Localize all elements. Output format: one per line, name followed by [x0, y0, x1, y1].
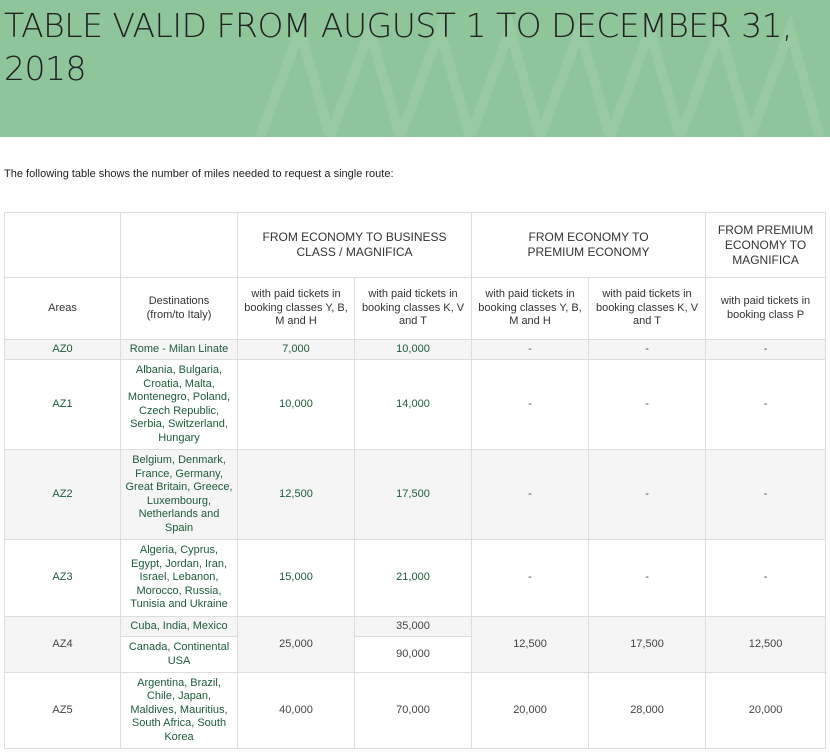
- destination-cell: Rome - Milan Linate: [121, 340, 238, 360]
- intro-text: The following table shows the number of miles needed to request a single route:: [4, 168, 394, 180]
- miles-cell: 90,000: [355, 637, 472, 673]
- page-header-banner: [0, 0, 830, 137]
- area-cell: AZ4: [5, 617, 121, 673]
- destination-cell: Canada, Continental USA: [121, 637, 238, 673]
- destination-cell: Cuba, India, Mexico: [121, 617, 238, 637]
- header-row-sub: [5, 278, 826, 340]
- sub-header: with paid tickets in booking classes Y, B, M and H: [238, 278, 355, 340]
- miles-cell: 20,000: [706, 673, 826, 749]
- sub-header: with paid tickets in booking classes K, V and T: [355, 278, 472, 340]
- sub-header: with paid tickets in booking class P: [706, 278, 826, 340]
- sub-header: with paid tickets in booking classes K, V and T: [589, 278, 706, 340]
- miles-cell: 35,000: [355, 617, 472, 637]
- destination-cell: Argentina, Brazil, Chile, Japan, Maldives, Mauritius, South Africa, South Korea: [121, 673, 238, 749]
- table-row: [5, 540, 826, 617]
- sub-header: with paid tickets in booking classes Y, B, M and H: [472, 278, 589, 340]
- miles-cell: -: [589, 340, 706, 360]
- area-cell: AZ0: [5, 340, 121, 360]
- area-cell: AZ2: [5, 450, 121, 540]
- miles-cell: 20,000: [472, 673, 589, 749]
- miles-cell: 12,500: [238, 450, 355, 540]
- areas-header: Areas: [5, 278, 121, 340]
- miles-cell: 15,000: [238, 540, 355, 617]
- miles-cell: -: [472, 540, 589, 617]
- area-cell: AZ3: [5, 540, 121, 617]
- table-row: [5, 617, 826, 637]
- miles-table: [4, 212, 826, 749]
- destination-cell: Algeria, Cyprus, Egypt, Jordan, Iran, Israel, Lebanon, Morocco, Russia, Tunisia and Ukraine: [121, 540, 238, 617]
- page-title: TABLE VALID FROM AUGUST 1 TO DECEMBER 31, 2018: [4, 6, 793, 88]
- miles-cell: 10,000: [238, 360, 355, 450]
- table-row: [5, 673, 826, 749]
- miles-cell: 10,000: [355, 340, 472, 360]
- miles-cell: -: [589, 450, 706, 540]
- table-row: [5, 450, 826, 540]
- miles-cell: -: [472, 450, 589, 540]
- miles-cell: -: [589, 360, 706, 450]
- miles-cell: 70,000: [355, 673, 472, 749]
- group-header-magnifica: FROM PREMIUM ECONOMY TO MAGNIFICA: [706, 213, 826, 278]
- header-row-groups: [5, 213, 826, 278]
- miles-cell: -: [706, 450, 826, 540]
- miles-cell: 17,500: [589, 617, 706, 673]
- miles-cell: -: [706, 360, 826, 450]
- miles-cell: 12,500: [706, 617, 826, 673]
- miles-cell: 28,000: [589, 673, 706, 749]
- group-header-business: FROM ECONOMY TO BUSINESS CLASS / MAGNIFICA: [238, 213, 472, 278]
- miles-cell: 17,500: [355, 450, 472, 540]
- miles-cell: 40,000: [238, 673, 355, 749]
- destination-cell: Albania, Bulgaria, Croatia, Malta, Montenegro, Poland, Czech Republic, Serbia, Switzerland, Hungary: [121, 360, 238, 450]
- area-cell: AZ1: [5, 360, 121, 450]
- destinations-header: Destinations (from/to Italy): [121, 278, 238, 340]
- area-cell: AZ5: [5, 673, 121, 749]
- miles-cell: 14,000: [355, 360, 472, 450]
- miles-cell: -: [706, 540, 826, 617]
- miles-cell: -: [706, 340, 826, 360]
- miles-cell: 7,000: [238, 340, 355, 360]
- table-row: [5, 360, 826, 450]
- miles-cell: -: [472, 340, 589, 360]
- miles-cell: -: [472, 360, 589, 450]
- miles-cell: 25,000: [238, 617, 355, 673]
- miles-cell: 12,500: [472, 617, 589, 673]
- miles-cell: 21,000: [355, 540, 472, 617]
- destination-cell: Belgium, Denmark, France, Germany, Great Britain, Greece, Luxembourg, Netherlands and Spain: [121, 450, 238, 540]
- group-header-premium: FROM ECONOMY TO PREMIUM ECONOMY: [472, 213, 706, 278]
- miles-cell: -: [589, 540, 706, 617]
- table-row: [5, 340, 826, 360]
